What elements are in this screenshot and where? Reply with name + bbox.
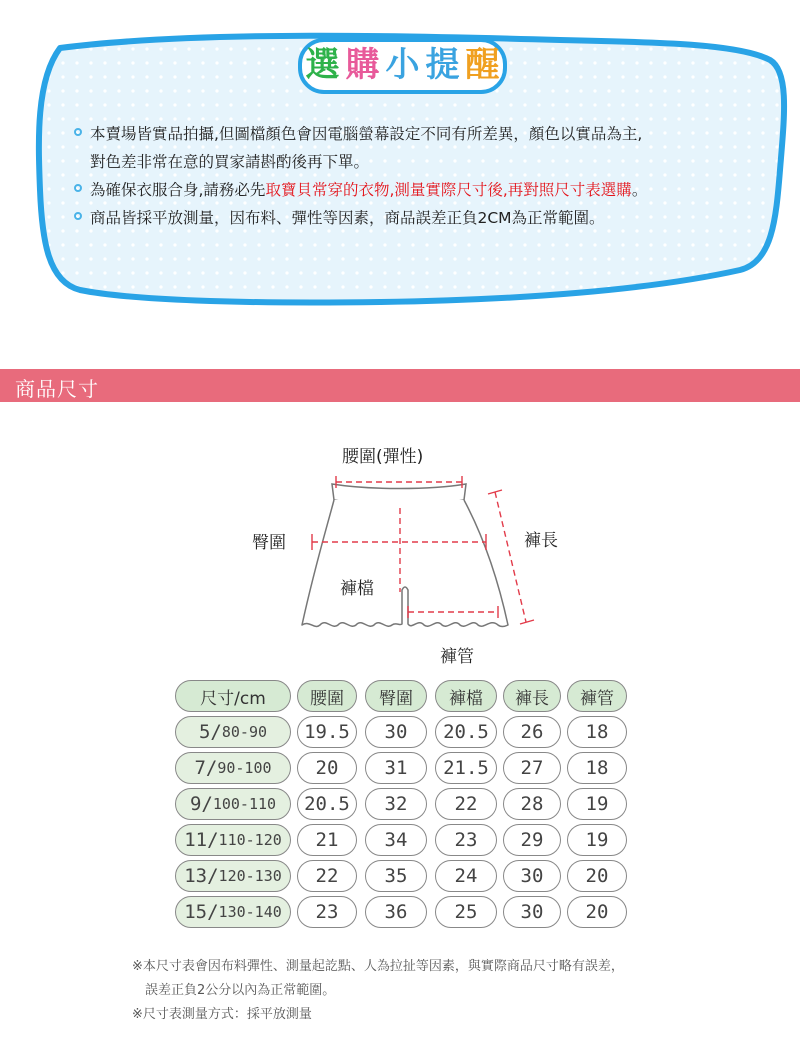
row-size <box>175 716 291 748</box>
cell-waist: 19.5 <box>297 716 357 748</box>
notice-item <box>72 204 762 232</box>
footnote-line: ※本尺寸表會因布料彈性、測量起訖點、人為拉扯等因素，與實際商品尺寸略有誤差， <box>132 959 624 974</box>
notice-text: 商品皆採平放測量，因布料、彈性等因素，商品誤差正負2CM為正常範圍。 <box>90 209 605 227</box>
cell-hip: 30 <box>365 716 427 748</box>
notice-item <box>72 120 762 148</box>
header-waist: 腰圍 <box>297 680 357 712</box>
cell-waist: 20.5 <box>297 788 357 820</box>
cell-rise: 24 <box>435 860 497 892</box>
cell-hem: 19 <box>567 824 627 856</box>
notice-highlight: 再對照尺寸表選購 <box>507 181 632 199</box>
cell-waist: 21 <box>297 824 357 856</box>
size-label: 15/ <box>184 901 219 923</box>
cell-hip: 31 <box>365 752 427 784</box>
cell-rise: 22 <box>435 788 497 820</box>
shorts-diagram <box>240 430 580 670</box>
header-length: 褲長 <box>503 680 561 712</box>
cell-length: 30 <box>503 860 561 892</box>
cell-length: 28 <box>503 788 561 820</box>
cell-length: 27 <box>503 752 561 784</box>
header-rise: 褲檔 <box>435 680 497 712</box>
cell-length: 26 <box>503 716 561 748</box>
title-char-3: 小 <box>385 45 420 85</box>
cell-rise: 25 <box>435 896 497 928</box>
cell-hip: 32 <box>365 788 427 820</box>
size-label: 5/ <box>198 721 222 743</box>
notice-text: 為確保衣服合身,請務必先 <box>90 181 266 199</box>
cell-hip: 35 <box>365 860 427 892</box>
section-header <box>0 369 800 402</box>
cell-waist: 20 <box>297 752 357 784</box>
row-size <box>175 788 291 820</box>
label-rise: 褲檔 <box>340 579 374 599</box>
notice-item <box>72 176 762 204</box>
size-label: 13/ <box>184 865 219 887</box>
footnotes <box>132 955 624 1027</box>
notice-panel <box>0 0 800 330</box>
cell-rise: 20.5 <box>435 716 497 748</box>
cell-hip: 36 <box>365 896 427 928</box>
size-label: 9/ <box>189 793 213 815</box>
notice-highlight: 取寶貝常穿的衣物,測量實際尺寸後, <box>265 181 508 199</box>
bullet-icon <box>74 184 82 192</box>
section-title: 商品尺寸 <box>15 377 99 401</box>
notice-item-continued <box>72 148 762 176</box>
size-range: 80-90 <box>221 723 268 741</box>
notice-text: 。 <box>631 181 648 199</box>
title-char-1: 選 <box>305 45 340 85</box>
row-size <box>175 824 291 856</box>
size-range: 100-110 <box>212 795 277 813</box>
label-waist: 腰圍(彈性) <box>342 447 424 467</box>
bullet-icon <box>74 128 82 136</box>
cell-rise: 21.5 <box>435 752 497 784</box>
label-length: 褲長 <box>524 531 558 551</box>
footnote-line: ※尺寸表測量方式：採平放測量 <box>132 1007 312 1022</box>
notice-title <box>300 38 505 92</box>
cell-hem: 20 <box>567 860 627 892</box>
size-label: 7/ <box>194 757 218 779</box>
size-range: 120-130 <box>218 867 282 885</box>
size-range: 130-140 <box>218 903 282 921</box>
cell-waist: 23 <box>297 896 357 928</box>
header-size: 尺寸/cm <box>175 680 291 712</box>
size-label: 11/ <box>184 829 219 851</box>
cell-hem: 18 <box>567 716 627 748</box>
cell-length: 30 <box>503 896 561 928</box>
cell-hem: 19 <box>567 788 627 820</box>
cell-length: 29 <box>503 824 561 856</box>
size-range: 90-100 <box>217 759 272 777</box>
label-hip: 臀圍 <box>252 533 286 553</box>
label-hem: 褲管 <box>440 647 474 667</box>
notice-list <box>72 120 762 232</box>
title-char-5: 醒 <box>465 45 500 85</box>
size-range: 110-120 <box>218 831 282 849</box>
cell-hip: 34 <box>365 824 427 856</box>
cell-hem: 20 <box>567 896 627 928</box>
header-hem: 褲管 <box>567 680 627 712</box>
header-hip: 臀圍 <box>365 680 427 712</box>
footnote-line: 誤差正負2公分以內為正常範圍。 <box>145 983 336 998</box>
notice-text: 本賣場皆實品拍攝,但圖檔顏色會因電腦螢幕設定不同有所差異，顏色以實品為主, <box>90 125 643 143</box>
bullet-icon <box>74 212 82 220</box>
cell-hem: 18 <box>567 752 627 784</box>
row-size <box>175 752 291 784</box>
row-size <box>175 860 291 892</box>
title-char-4: 提 <box>425 45 460 85</box>
cell-rise: 23 <box>435 824 497 856</box>
row-size <box>175 896 291 928</box>
cell-waist: 22 <box>297 860 357 892</box>
title-char-2: 購 <box>345 45 380 85</box>
notice-text: 對色差非常在意的買家請斟酌後再下單。 <box>90 153 370 171</box>
